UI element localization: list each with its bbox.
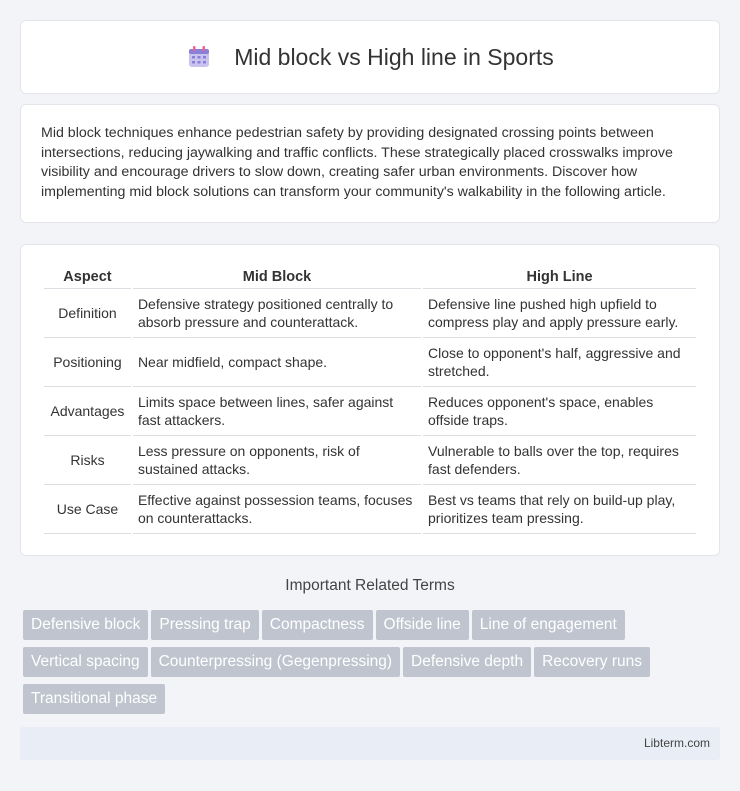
row-high-line: Reduces opponent's space, enables offside traps. <box>423 387 696 436</box>
table-row <box>44 387 696 436</box>
row-mid-block: Limits space between lines, safer against fast attackers. <box>133 387 421 436</box>
related-terms-list <box>23 610 723 721</box>
intro-card <box>20 104 720 223</box>
related-term-tag[interactable]: Vertical spacing <box>23 647 148 677</box>
row-high-line: Defensive line pushed high upfield to compress play and apply pressure early. <box>423 289 696 338</box>
row-mid-block: Less pressure on opponents, risk of sustained attacks. <box>133 436 421 485</box>
related-terms-title: Important Related Terms <box>285 577 455 594</box>
row-aspect: Advantages <box>44 387 131 436</box>
table-header-row <box>44 265 696 289</box>
row-mid-block: Near midfield, compact shape. <box>133 338 421 387</box>
related-term-tag[interactable]: Defensive depth <box>403 647 531 677</box>
comparison-table <box>42 265 698 534</box>
header-high-line: High Line <box>423 265 696 289</box>
row-high-line: Close to opponent's half, aggressive and stretched. <box>423 338 696 387</box>
row-mid-block: Defensive strategy positioned centrally to absorb pressure and counterattack. <box>133 289 421 338</box>
calendar-grid-icon <box>186 44 212 70</box>
table-row <box>44 436 696 485</box>
row-high-line: Vulnerable to balls over the top, requires fast defenders. <box>423 436 696 485</box>
page-title: Mid block vs High line in Sports <box>234 43 554 70</box>
header-card <box>20 20 720 94</box>
intro-text: Mid block techniques enhance pedestrian safety by providing designated crossing points between intersections, reducing jaywalking and traffic conflicts. These strategically placed crosswalks improve visibility and encourage drivers to slow down, creating safer urban environments. Discover how implementing mid block solutions can transform your community's walkability in the following article. <box>41 125 673 200</box>
header-mid-block: Mid Block <box>133 265 421 289</box>
footer <box>20 727 720 760</box>
row-mid-block: Effective against possession teams, focuses on counterattacks. <box>133 485 421 534</box>
related-term-tag[interactable]: Offside line <box>376 610 469 640</box>
comparison-table-card <box>20 244 720 556</box>
row-high-line: Best vs teams that rely on build-up play, prioritizes team pressing. <box>423 485 696 534</box>
related-term-tag[interactable]: Pressing trap <box>151 610 258 640</box>
related-term-tag[interactable]: Counterpressing (Gegenpressing) <box>151 647 400 677</box>
row-aspect: Positioning <box>44 338 131 387</box>
related-term-tag[interactable]: Defensive block <box>23 610 148 640</box>
related-term-tag[interactable]: Transitional phase <box>23 684 165 714</box>
row-aspect: Risks <box>44 436 131 485</box>
table-row <box>44 338 696 387</box>
table-row <box>44 485 696 534</box>
related-term-tag[interactable]: Recovery runs <box>534 647 650 677</box>
header-aspect: Aspect <box>44 265 131 289</box>
footer-site-link[interactable]: Libterm.com <box>643 736 710 750</box>
related-term-tag[interactable]: Compactness <box>262 610 373 640</box>
row-aspect: Definition <box>44 289 131 338</box>
row-aspect: Use Case <box>44 485 131 534</box>
related-term-tag[interactable]: Line of engagement <box>472 610 625 640</box>
table-row <box>44 289 696 338</box>
